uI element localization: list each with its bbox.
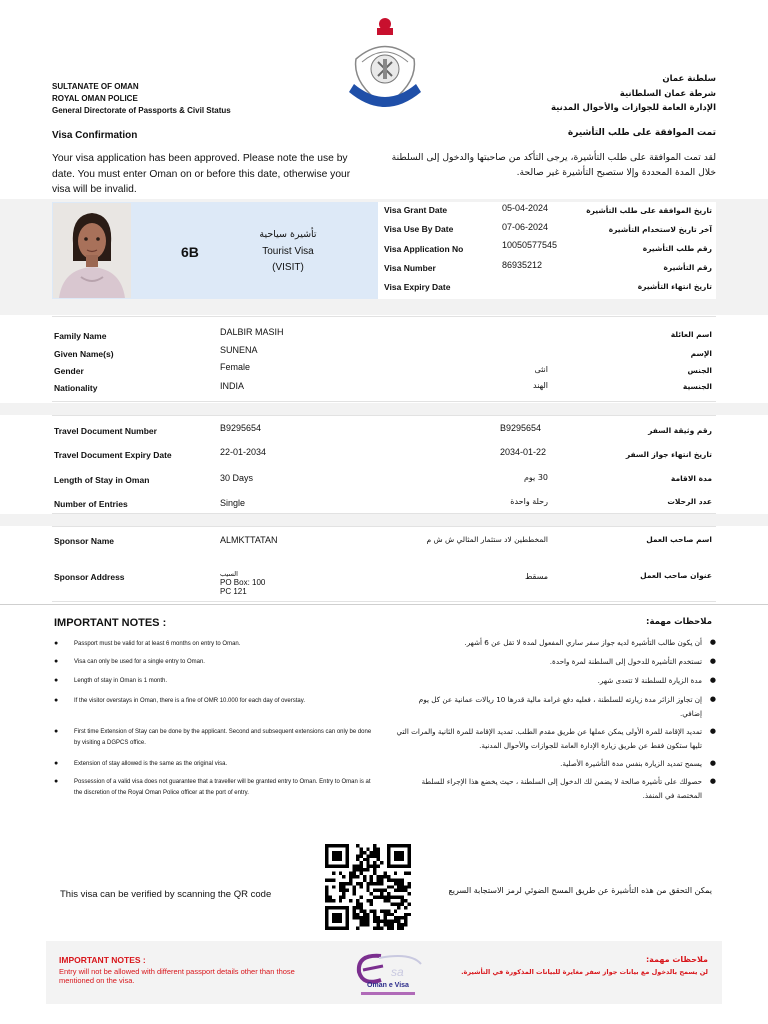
length-of-stay-label: Length of Stay in Oman	[54, 475, 150, 485]
bullet-icon: ●	[709, 638, 716, 646]
family-name-value: DALBIR MASIH	[220, 327, 284, 337]
verify-text-ar: يمكن التحقق من هذه التأشيرة عن طريق المسح الضوئي لرمز الاستجابة السريع	[448, 886, 712, 895]
personal-details-section	[52, 316, 716, 402]
bullet-icon: ●	[54, 760, 59, 767]
travel-document-expiry-value: 22-01-2034	[220, 447, 267, 457]
header-country-ar: سلطنة عمان	[662, 74, 716, 84]
bullet-icon: ●	[709, 695, 716, 703]
visa-use-by-date-value: 07-06-2024	[502, 222, 549, 232]
nationality-value: INDIA	[220, 381, 245, 391]
confirmation-message-ar: لقد تمت الموافقة على طلب التأشيرة، يرجى التأكد من صاحبتها والدخول إلى السلطنة خلال المدة المحددة وإلا ستصبح التأشيرة غير صالحة.	[391, 152, 716, 178]
note-item-ar: ● تستخدم التأشيرة للدخول إلى السلطنة لمرة واحدة.	[396, 655, 716, 669]
bullet-icon: ●	[709, 727, 716, 735]
number-of-entries-label: Number of Entries	[54, 499, 128, 509]
nationality-label-ar: الجنسية	[682, 382, 712, 391]
travel-document-expiry-label-ar: تاريخ انتهاء جواز السفر	[625, 450, 712, 459]
header-directorate: General Directorate of Passports & Civil Status	[52, 106, 231, 115]
number-of-entries-value: Single	[220, 498, 246, 508]
sponsor-address-city-ar: السيب	[220, 570, 238, 578]
bullet-icon: ●	[54, 778, 59, 785]
sponsor-address-pobox: PO Box: 100	[220, 578, 266, 587]
applicant-photo	[53, 203, 131, 298]
length-of-stay-value: 30 Days	[220, 473, 254, 483]
separator-band	[0, 301, 768, 315]
visa-confirmation-title-ar: تمت الموافقة على طلب التأشيرة	[567, 128, 716, 138]
bullet-icon: ●	[709, 657, 716, 665]
separator-band	[0, 514, 768, 526]
travel-document-expiry-value-2: 2034-01-22	[500, 447, 547, 457]
note-item-ar: ● تمديد الإقامة للمرة الأولى يمكن عملها عن طريق مقدم الطلب. تمديد الإقامة للمرة الثانية والمرات التي تليها ستكون فقط عن طريق زيارة الإدارة العامة للجوازات والأحوال المدنية.	[396, 727, 716, 750]
qr-code-icon[interactable]	[325, 844, 411, 930]
bullet-icon: ●	[54, 697, 59, 704]
notes-divider	[0, 604, 768, 605]
travel-document-number-value: B9295654	[220, 423, 262, 433]
length-of-stay-label-ar: مدة الاقامة	[670, 474, 712, 483]
footer-notes-text-ar: لن يسمح بالدخول مع بيانات جواز سفر مغايرة للبيانات المذكورة في التأشيرة.	[461, 968, 708, 976]
visa-number-label: Visa Number	[384, 263, 436, 273]
sponsor-section	[52, 526, 716, 602]
visa-use-by-date-label-ar: آخر تاريخ لاستخدام التأشيرة	[608, 225, 712, 234]
sponsor-address-label-ar: عنوان صاحب العمل	[640, 571, 712, 580]
sponsor-name-value-ar: المخططين لاد ستثمار المثالي ش ش م	[426, 535, 548, 544]
travel-document-number-label-ar: رقم وثيقة السفر	[648, 426, 712, 435]
visa-type: Tourist Visa	[262, 246, 314, 257]
nationality-value-ar: الهند	[533, 381, 548, 390]
sponsor-address-pc: PC 121	[220, 587, 247, 596]
visa-grant-date-label: Visa Grant Date	[384, 205, 448, 215]
number-of-entries-value-ar: رحلة واحدة	[510, 497, 548, 506]
note-item: ● Extension of stay allowed is the same as the original visa.	[54, 760, 228, 767]
given-name-label-ar: الإسم	[690, 349, 712, 358]
bullet-icon: ●	[709, 759, 716, 767]
travel-document-number-label: Travel Document Number	[54, 426, 157, 436]
header-directorate-ar: الإدارة العامة للجوازات والأحوال المدنية	[551, 103, 716, 113]
sponsor-address-value	[220, 570, 265, 596]
gender-value-ar: انثى	[534, 365, 548, 374]
visa-application-no-value: 10050577545	[502, 240, 558, 250]
important-notes-title-ar: ملاحظات مهمة:	[646, 617, 712, 627]
footer-notes-text: Entry will not be allowed with different passport details other than those mentioned on the visa.	[59, 967, 295, 985]
visa-number-value: 86935212	[502, 260, 543, 270]
separator-band	[0, 403, 768, 415]
bullet-icon: ●	[54, 728, 59, 735]
family-name-label: Family Name	[54, 331, 107, 341]
visa-application-no-label: Visa Application No	[384, 244, 464, 254]
note-item-ar: ● حصولك على تأشيرة صالحة لا يضمن لك الدخول إلى السلطنة ، حيث يخضع هذا الإجراء للسلطة المختصة في المنفذ.	[421, 777, 716, 800]
gender-value: Female	[220, 362, 251, 372]
sponsor-address-label: Sponsor Address	[54, 572, 125, 582]
header-police: ROYAL OMAN POLICE	[52, 94, 138, 103]
visa-code: 6B	[181, 244, 199, 260]
bullet-icon: ●	[709, 676, 716, 684]
note-item: ● First time Extension of Stay can be done by the applicant. Second and subsequent extensions can only be done by visiting a DGPCS office.	[54, 728, 372, 746]
visa-confirmation-title: Visa Confirmation	[52, 130, 138, 141]
visa-expiry-date-label-ar: تاريخ انتهاء التأشيرة	[637, 282, 712, 291]
visa-subtype: (VISIT)	[272, 262, 304, 273]
given-name-value: SUNENA	[220, 345, 258, 355]
length-of-stay-value-ar: 30 يوم	[523, 473, 548, 482]
header-arabic	[551, 72, 716, 116]
header-country: SULTANATE OF OMAN	[52, 82, 139, 91]
visa-type-ar: تأشيرة سياحية	[259, 229, 317, 240]
family-name-label-ar: اسم العائلة	[670, 330, 712, 339]
visa-grant-date-label-ar: تاريخ الموافقة على طلب التأشيرة	[586, 206, 712, 215]
visa-use-by-date-label: Visa Use By Date	[384, 224, 454, 234]
visa-grant-date-value: 05-04-2024	[502, 203, 549, 213]
sponsor-name-label-ar: اسم صاحب العمل	[646, 535, 712, 544]
important-notes-title: IMPORTANT NOTES :	[54, 617, 167, 629]
note-item-ar: ● مدة الزيارة للسلطنة لا تتعدى شهر.	[396, 674, 716, 688]
nationality-label: Nationality	[54, 383, 98, 393]
sponsor-address-value-ar: مسقط	[524, 572, 548, 581]
visa-application-no-label-ar: رقم طلب التأشيرة	[642, 244, 712, 253]
oman-evisa-logo-text: Oman e Visa	[367, 982, 409, 989]
portrait-icon	[53, 203, 131, 298]
note-item-ar: ● إن تجاوز الزائر مدة زيارته للسلطنة ، فعليه دفع غرامة مالية قدرها 10 ريالات عمانية عن كل يوم إضافي.	[418, 695, 716, 718]
bullet-icon: ●	[54, 677, 59, 684]
note-item: ● Passport must be valid for at least 6 months on entry to Oman.	[54, 640, 241, 647]
visa-number-label-ar: رقم التأشيرة	[663, 263, 712, 272]
number-of-entries-label-ar: عدد الرحلات	[667, 497, 712, 506]
given-name-label: Given Name(s)	[54, 349, 114, 359]
bullet-icon: ●	[54, 640, 59, 647]
gender-label-ar: الجنس	[687, 366, 712, 375]
sponsor-name-label: Sponsor Name	[54, 536, 114, 546]
note-item: ● Visa can only be used for a single entry to Oman.	[54, 658, 205, 665]
note-item-ar: ● يسمح تمديد الزيارة بنفس مدة التأشيرة الأصلية.	[396, 757, 716, 771]
bullet-icon: ●	[709, 777, 716, 785]
footer-notes-title: IMPORTANT NOTES :	[59, 955, 146, 965]
footer-notes-title-ar: ملاحظات مهمة:	[645, 955, 708, 964]
note-item-ar: ● أن يكون طالب التأشيرة لديه جواز سفر ساري المفعول لمدة لا تقل عن 6 أشهر.	[396, 636, 716, 650]
bullet-icon: ●	[54, 658, 59, 665]
note-item: ● If the visitor overstays in Oman, there is a fine of OMR 10.000 for each day of overstay.	[54, 697, 305, 704]
verify-text: This visa can be verified by scanning the QR code	[60, 889, 272, 900]
sponsor-name-value: ALMKTTATAN	[220, 535, 278, 545]
header-english	[52, 81, 231, 117]
note-item: ● Length of stay in Oman is 1 month.	[54, 677, 168, 684]
confirmation-message: Your visa application has been approved. Please note the use by date. You must enter Oman on or before this date, otherwise your visa will be invalid.	[52, 153, 351, 195]
visa-expiry-date-label: Visa Expiry Date	[384, 282, 451, 292]
royal-oman-police-emblem	[344, 14, 426, 114]
svg-text:sa: sa	[391, 965, 404, 979]
travel-document-expiry-label: Travel Document Expiry Date	[54, 450, 172, 460]
oman-evisa-logo	[351, 950, 425, 998]
header-police-ar: شرطة عمان السلطانية	[619, 88, 716, 99]
travel-document-number-value-2: B9295654	[500, 423, 542, 433]
gender-label: Gender	[54, 366, 84, 376]
note-item: ● Possession of a valid visa does not guarantee that a traveller will be granted entry to Oman. Entry to Oman is at the discretion of the Royal Oman Police officer at the port of entry.	[54, 778, 371, 796]
